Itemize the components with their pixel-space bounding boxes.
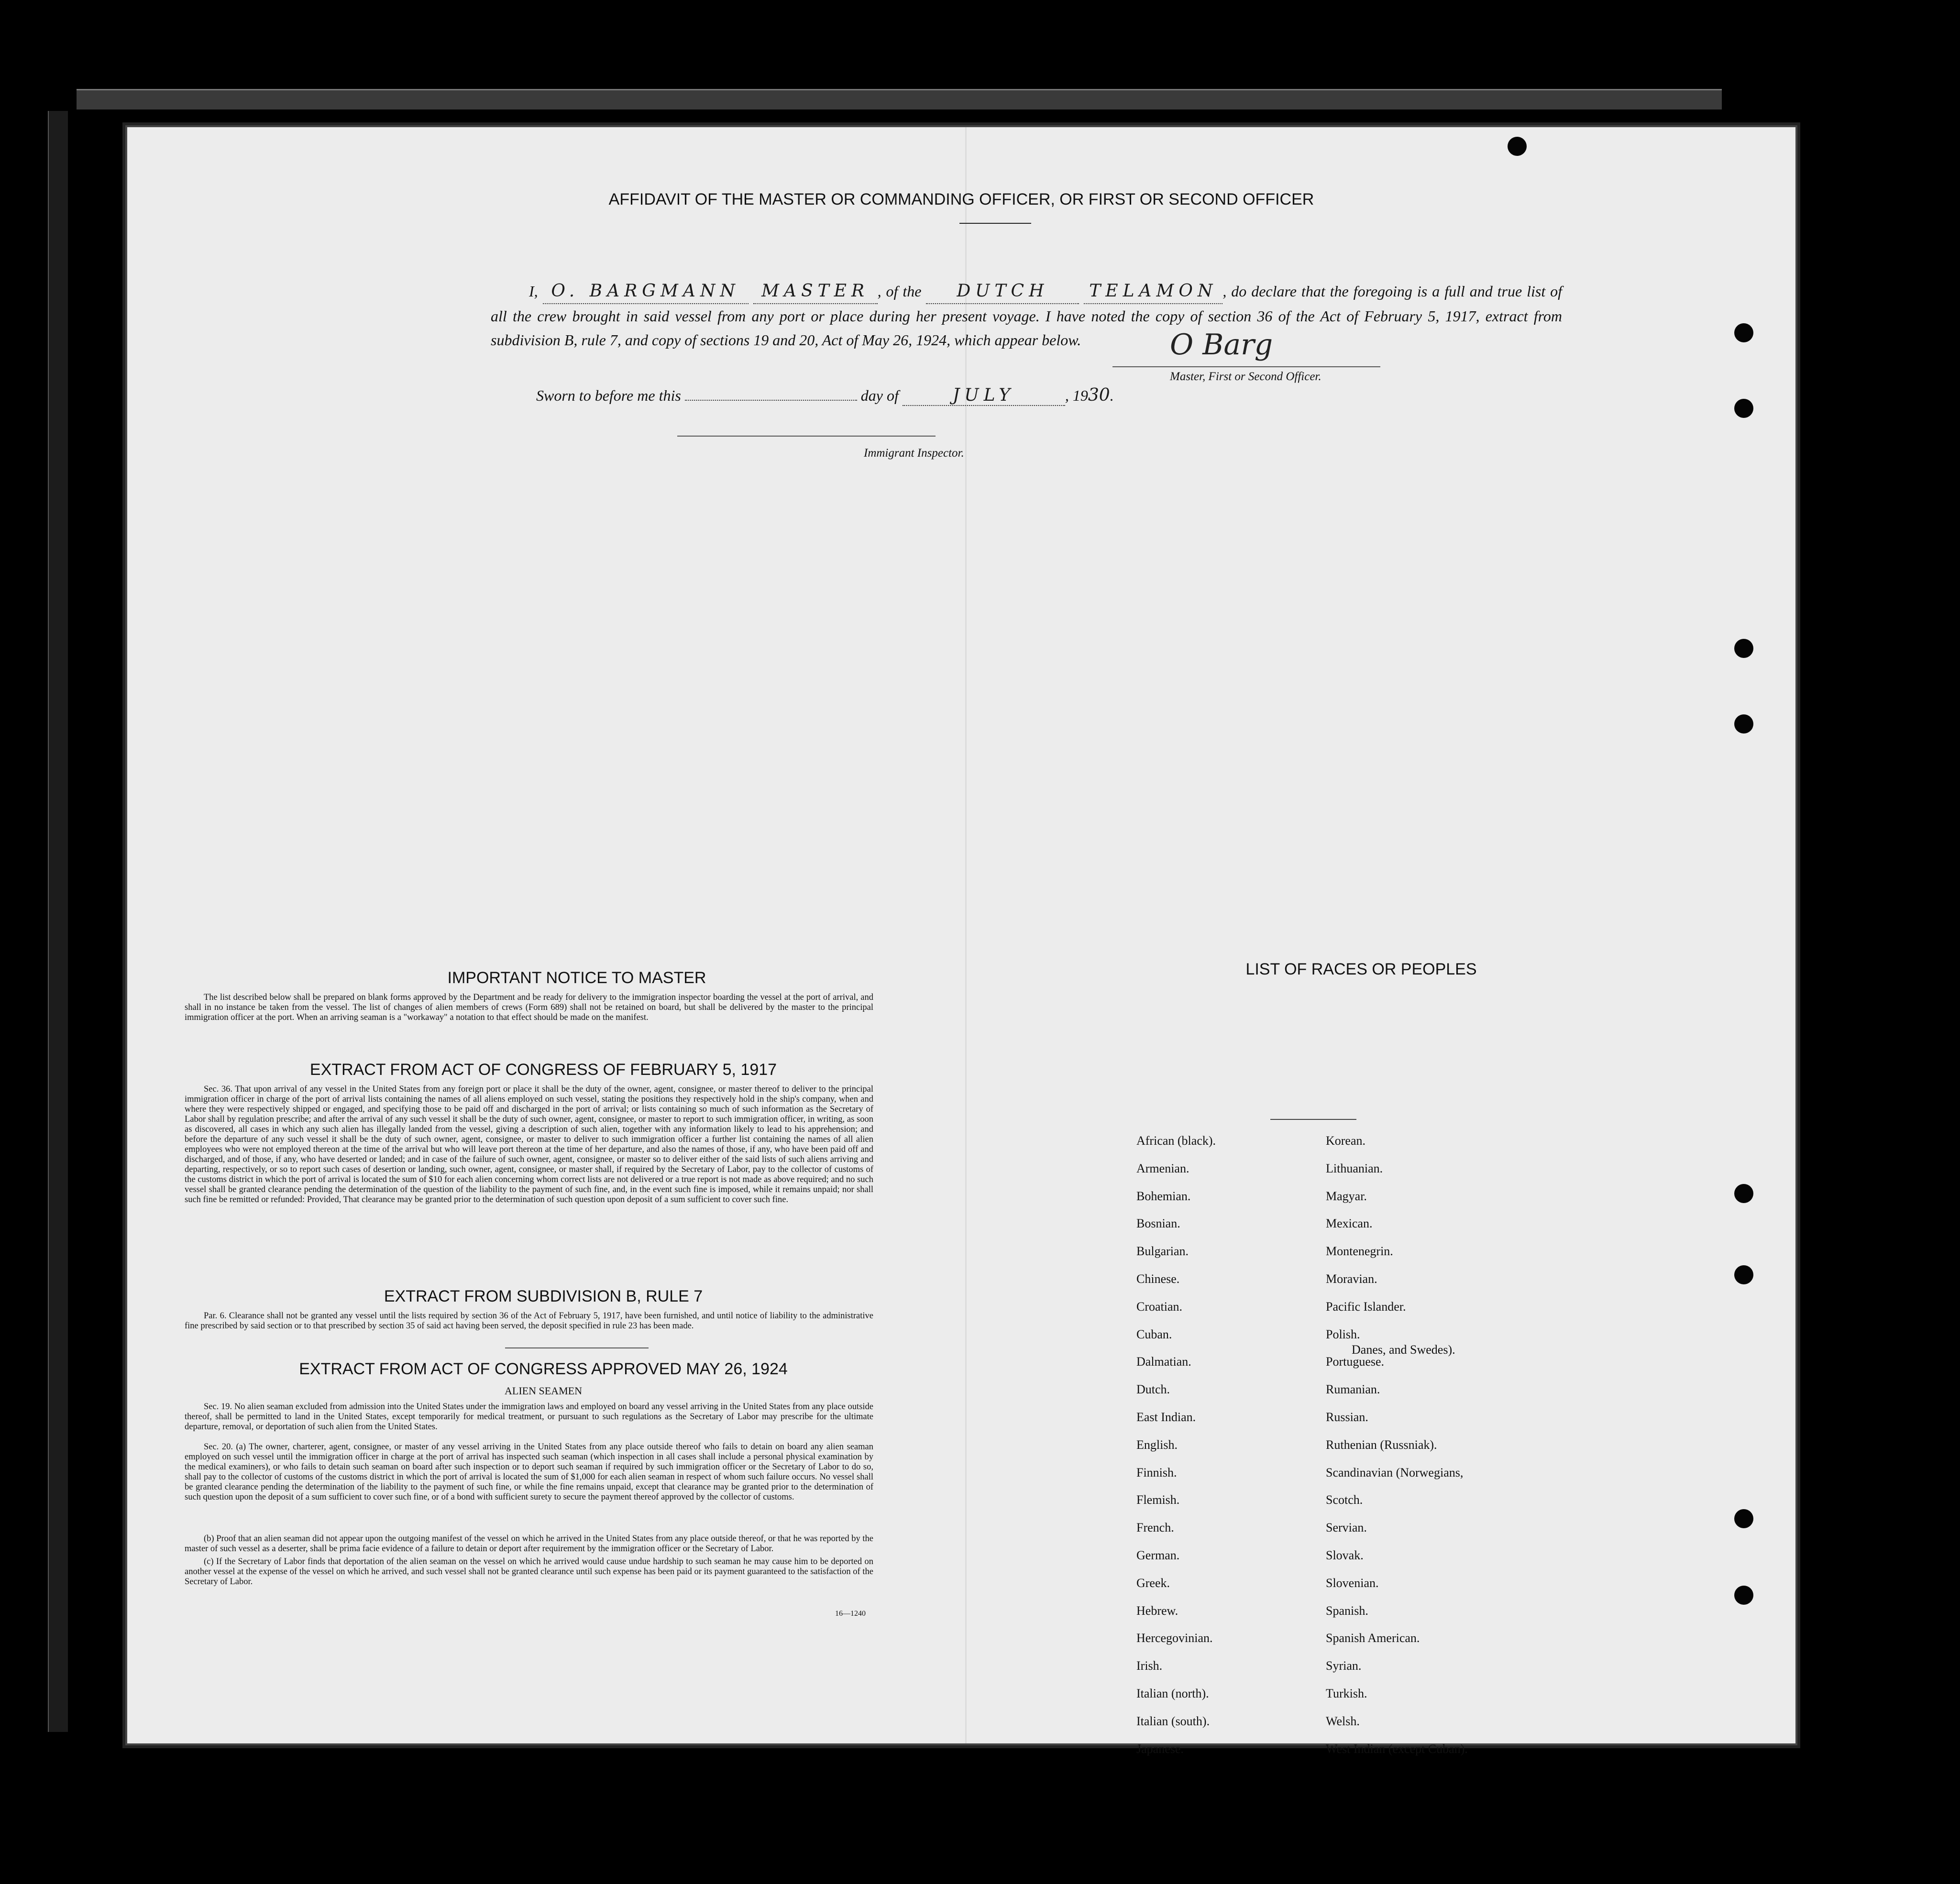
punch-hole <box>1508 137 1527 156</box>
form-number: 16—1240 <box>835 1610 866 1618</box>
race-item: Hercegovinian. <box>1136 1631 1213 1645</box>
race-item: Chinese. <box>1136 1271 1180 1286</box>
affidavit-title-rule <box>959 223 1031 224</box>
inspector-caption: Immigrant Inspector. <box>864 447 964 460</box>
punch-hole <box>1734 1509 1753 1528</box>
affidavit-i-prefix: I, <box>529 283 538 300</box>
races-right-column <box>1326 1134 1468 1770</box>
vessel-name: TELAMON <box>1089 281 1218 301</box>
race-item: Servian. <box>1326 1521 1367 1535</box>
punch-hole <box>1734 1184 1753 1203</box>
race-item: English. <box>1136 1437 1178 1452</box>
race-item: Russian. <box>1326 1410 1368 1424</box>
race-item: Mexican. <box>1326 1216 1373 1231</box>
race-item: Japanese. <box>1136 1742 1184 1756</box>
race-item: Lithuanian. <box>1326 1161 1383 1175</box>
master-signature: O Barg <box>1170 328 1273 361</box>
race-item: Portuguese. <box>1326 1355 1385 1369</box>
race-item: Spanish. <box>1326 1603 1368 1618</box>
master-rank: MASTER <box>761 281 870 301</box>
sworn-month: JULY <box>952 385 1015 405</box>
notice-text: The list described below shall be prepared on blank forms approved by the Department and be ready for delivery to the immigration inspector boarding the vessel at the port of arrival, and shall in no instance be taken from the vessel. The list of changes of alien members of crews (Form 689) shall not be retained on board, but shall be delivered by the master to the principal immigration officer at the port. When an arriving seaman is a "workaway" a notation to that effect should be made on the manifest. <box>185 993 873 1022</box>
races-left-column <box>1136 1134 1216 1770</box>
race-item: Italian (south). <box>1136 1714 1210 1728</box>
underlying-sheet-left <box>48 111 68 1732</box>
sec-19-text: Sec. 19. No alien seaman excluded from admission into the United States under the immigration laws and employed on board any vessel arriving in the United States from any place outside thereof, shall be permitted to land in the United States, except temporarily for medical treatment, or pursuant to such regulations as the Secretary of Labor may prescribe for the ultimate departure, removal, or deportation of such alien from the United States. <box>185 1402 873 1432</box>
race-scandinavian-continued: Danes, and Swedes). <box>1352 1343 1455 1357</box>
races-title: LIST OF RACES OR PEOPLES <box>1245 960 1477 978</box>
race-item: Ruthenian (Russniak). <box>1326 1437 1437 1452</box>
race-item: Dutch. <box>1136 1382 1170 1397</box>
affidavit-of-the: , of the <box>877 283 922 300</box>
inspector-signature-line <box>677 436 936 437</box>
race-item: Korean. <box>1326 1134 1366 1148</box>
race-item: Slovak. <box>1326 1548 1364 1562</box>
race-item: Pacific Islander. <box>1326 1299 1406 1314</box>
race-item: Bohemian. <box>1136 1189 1191 1203</box>
fold-line <box>965 127 967 1743</box>
race-item: Magyar. <box>1326 1189 1367 1203</box>
punch-hole <box>1734 714 1753 734</box>
extract-rule7-text: Par. 6. Clearance shall not be granted any vessel until the lists required by section 36 of the Act of February 5, 1917, have been furnished, and until notice of liability to the administrative fine prescribed by said section or to that prescribed by section 35 of said act having been served, the deposit specified in rule 23 has been made. <box>185 1311 873 1331</box>
extract-rule7-title: EXTRACT FROM SUBDIVISION B, RULE 7 <box>384 1287 703 1305</box>
race-item: Bosnian. <box>1136 1216 1180 1231</box>
race-item: Greek. <box>1136 1576 1170 1590</box>
punch-hole <box>1734 639 1753 658</box>
race-item: Spanish American. <box>1326 1631 1420 1645</box>
alien-seamen-subtitle: ALIEN SEAMEN <box>505 1385 582 1397</box>
extract-1917-text: Sec. 36. That upon arrival of any vessel in the United States from any foreign port or place it shall be the duty of the owner, agent, consignee, or master thereof to deliver to the principal immigration officer in charge of the port of arrival lists containing the names of all aliens employed on such vessel, stating the positions they respectively hold in the ship's company, when and where they were respectively shipped or engaged, and specifying those to be paid off and discharged in the port of arrival; or lists containing so much of such information as the Secretary of Labor shall by regulation prescribe; and after the arrival of any such vessel it shall be the duty of such owner, agent, consignee, or master to report to such immigration officer, in writing, as soon as discovered, all cases in which any such alien has illegally landed from the vessel, giving a description of such alien, together with any information likely to lead to his apprehension; and before the departure of any such vessel it shall be the duty of such owner, agent, consignee, or master to deliver to such immigration officer a further list containing the names of all alien employees who were not employed thereon at the time of the arrival but who will leave port thereon at the time of her departure, and also the names of those, if any, who have been paid off and discharged, and of those, if any, who have deserted or landed; and in case of the failure of such owner, agent, consignee, or master so to deliver either of the said lists of such aliens arriving and departing, respectively, or so to report such cases of desertion or landing, such owner, agent, consignee, or master shall, if required by the Secretary of Labor, pay to the collector of customs of the customs district in which the port of arrival is located the sum of $10 for each alien concerning whom correct lists are not delivered or a true report is not made as above required; and no such vessel shall be granted clearance pending the determination of the question of the liability to the payment of such fine, and, in the event such fine is imposed, while it remains unpaid; nor shall such fine be remitted or refunded: Provided, That clearance may be granted prior to the determination of such question upon deposit of a sum sufficient to cover such fine. <box>185 1084 873 1205</box>
manifest-page <box>125 125 1797 1756</box>
affidavit-declare-text: , do declare that the foregoing is a full and true list of all the crew brought in said vessel from any port or place during her present voyage. I have noted the copy of section 36 of the Act of February 5, 1917, extract from subdivision B, rule 7, and copy of sections 19 and 20, Act of May 26, 1924, which appear below. <box>491 283 1563 349</box>
punch-hole <box>1734 1586 1753 1605</box>
punch-hole <box>1734 1265 1753 1284</box>
race-item: Montenegrin. <box>1326 1244 1393 1259</box>
race-item: Rumanian. <box>1326 1382 1380 1397</box>
race-item: Slovenian. <box>1326 1576 1379 1590</box>
punch-hole <box>1734 323 1753 342</box>
affidavit-body <box>491 279 1562 352</box>
punch-hole <box>1734 399 1753 418</box>
race-item: Scotch. <box>1326 1493 1363 1507</box>
race-item: Moravian. <box>1326 1271 1377 1286</box>
extract-1917-title: EXTRACT FROM ACT OF CONGRESS OF FEBRUARY 5, 1917 <box>309 1061 777 1079</box>
race-item: West Indian (except Cuban). <box>1326 1742 1468 1756</box>
race-item: Armenian. <box>1136 1161 1189 1175</box>
races-title-rule <box>1270 1119 1356 1120</box>
race-item: Irish. <box>1136 1659 1163 1673</box>
notice-title: IMPORTANT NOTICE TO MASTER <box>447 969 706 987</box>
race-item: Dalmatian. <box>1136 1355 1191 1369</box>
race-item: Scandinavian (Norwegians, <box>1326 1465 1464 1479</box>
master-name: O. BARGMANN <box>551 281 740 301</box>
signature-caption: Master, First or Second Officer. <box>1170 370 1321 383</box>
race-item: Croatian. <box>1136 1299 1183 1314</box>
race-item: Polish. <box>1326 1327 1360 1341</box>
race-item: Syrian. <box>1326 1659 1362 1673</box>
race-item: Finnish. <box>1136 1465 1177 1479</box>
affidavit-title: AFFIDAVIT OF THE MASTER OR COMMANDING OFFICER, OR FIRST OR SECOND OFFICER <box>608 190 1314 208</box>
race-item: German. <box>1136 1548 1180 1562</box>
sec-20c-text: (c) If the Secretary of Labor finds that deportation of the alien seaman on the vessel on which he arrived would cause undue hardship to such seaman he may cause him to be deported on another vessel at the expense of the vessel on which he arrived, and such vessel shall not be granted clearance until such expense has been paid or its payment guaranteed to the satisfaction of the Secretary of Labor. <box>185 1557 873 1587</box>
vessel-nationality: DUTCH <box>957 281 1049 301</box>
extract-1924-title: EXTRACT FROM ACT OF CONGRESS APPROVED MAY 26, 1924 <box>299 1360 788 1378</box>
sec-20a-text: Sec. 20. (a) The owner, charterer, agent, consignee, or master of any vessel arriving in the United States from any place outside thereof who fails to detain on board any alien seaman employed on such vessel until the immigration officer in charge at the port of arrival has inspected such seaman (which inspection in all cases shall include a personal physical examination by the medical examiners), or who fails to detain such seaman on board after such inspection or to deport such seaman if required by such immigration officer or the Secretary of Labor to do so, shall pay to the collector of customs of the customs district in which the port of arrival is located the sum of $1,000 for each alien seaman in respect of whom such failure occurs. No vessel shall be granted clearance pending the determination of the liability to the payment of such fine, or while the fine remains unpaid, except that clearance may be granted prior to the determination of such question upon the deposit of a sum sufficient to cover such fine, or of a bond with sufficient surety to secure the payment thereof approved by the collector of customs. <box>185 1442 873 1502</box>
sec-20b-text: (b) Proof that an alien seaman did not appear upon the outgoing manifest of the vessel on which he arrived in the United States from any place outside thereof, or that he was reported by the master of such vessel as a deserter, shall be prima facie evidence of a failure to detain or deport after requirement by the immigration officer or the Secretary of Labor. <box>185 1534 873 1554</box>
race-item: Turkish. <box>1326 1686 1367 1700</box>
race-item: Flemish. <box>1136 1493 1180 1507</box>
sworn-year: 30 <box>1088 385 1110 405</box>
race-item: Hebrew. <box>1136 1603 1178 1618</box>
sworn-line: Sworn to before me this day of JULY , 1930. <box>536 385 1114 405</box>
race-item: East Indian. <box>1136 1410 1196 1424</box>
race-item: French. <box>1136 1521 1174 1535</box>
race-item: Cuban. <box>1136 1327 1172 1341</box>
race-item: Bulgarian. <box>1136 1244 1189 1259</box>
race-item: Italian (north). <box>1136 1686 1209 1700</box>
race-item: Welsh. <box>1326 1714 1360 1728</box>
race-item: African (black). <box>1136 1134 1216 1148</box>
underlying-sheet-top <box>77 89 1722 110</box>
signature-line <box>1112 366 1380 367</box>
section-divider <box>505 1347 649 1348</box>
